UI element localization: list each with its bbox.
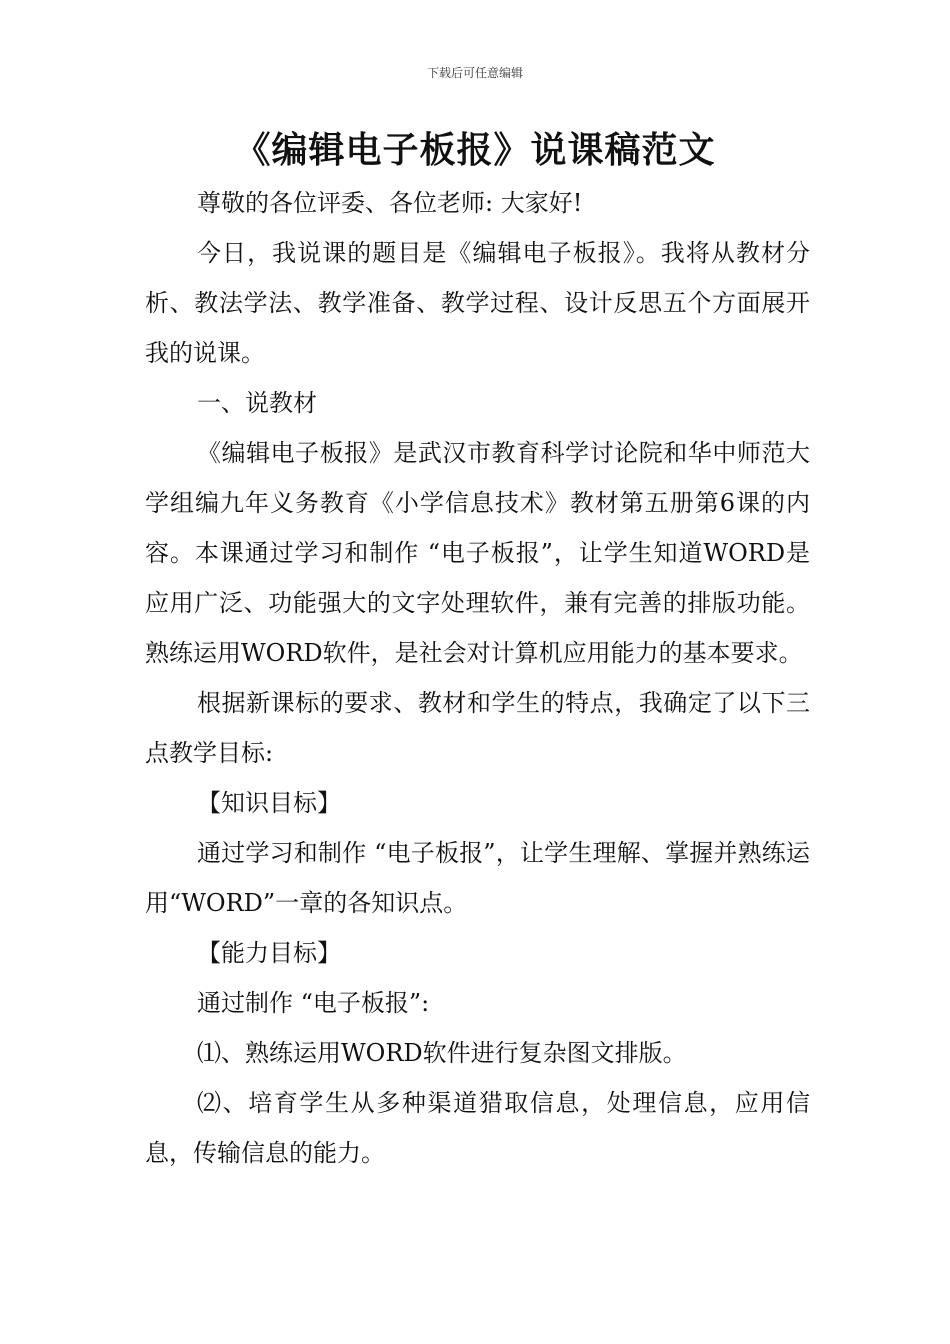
- list-item-ability-2: ⑵、培育学生从多种渠道猎取信息，处理信息，应用信息，传输信息的能力。: [145, 1089, 810, 1167]
- paragraph-knowledge-goal: 通过学习和制作 “电子板报”，让学生理解、掌握并熟练运用“WORD”一章的各知识点。: [145, 839, 810, 917]
- paragraph-objectives-intro: 根据新课标的要求、教材和学生的特点，我确定了以下三点教学目标:: [145, 689, 810, 767]
- document-body: [145, 178, 810, 1178]
- list-item-ability-1: ⑴、熟练运用WORD软件进行复杂图文排版。: [197, 1039, 687, 1067]
- paragraph-textbook: 《编辑电子板报》是武汉市教育科学讨论院和华中师范大学组编九年义务教育《小学信息技术》教材第五册第6课的内容。本课通过学习和制作 “电子板报”，让学生知道WORD是应用广泛、功能强大的文字处理软件，兼有完善的排版功能。熟练运用WORD软件，是社会对计算机应用能力的基本要求。: [145, 439, 810, 667]
- heading-knowledge-goal: 【知识目标】: [197, 789, 341, 817]
- header-note: 下载后可任意编辑: [426, 66, 523, 80]
- section-heading-textbook: 一、说教材: [197, 389, 317, 417]
- paragraph-intro: 今日，我说课的题目是《编辑电子板报》。我将从教材分析、教法学法、教学准备、教学过程、设计反思五个方面展开我的说课。: [145, 239, 810, 367]
- paragraph-ability-intro: 通过制作 “电子板报”:: [197, 989, 430, 1017]
- paragraph-greeting: 尊敬的各位评委、各位老师: 大家好!: [197, 189, 583, 217]
- heading-ability-goal: 【能力目标】: [197, 939, 341, 967]
- document-title: 《编辑电子板报》说课稿范文: [234, 130, 716, 171]
